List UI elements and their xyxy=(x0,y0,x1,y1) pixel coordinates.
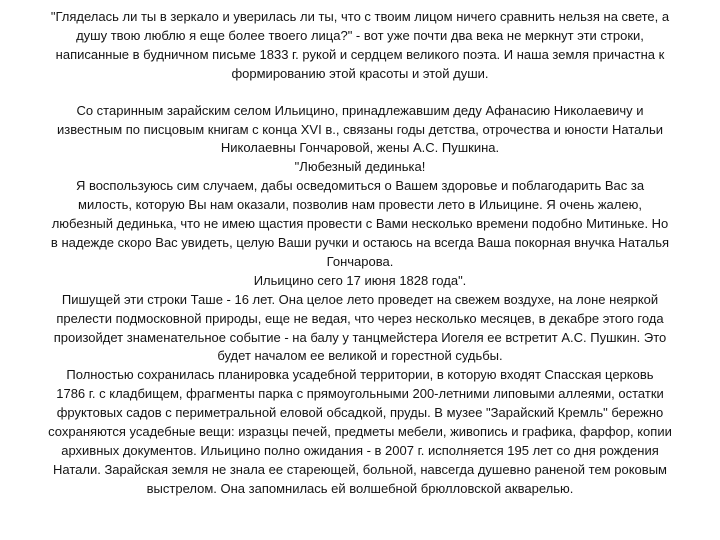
text-line: душу твою люблю я еще более твоего лица?" - вот уже почти два века не меркнут эти строки, xyxy=(76,27,644,43)
text-line: Полностью сохранилась планировка усадебной территории, в которую входят Спасская церковь xyxy=(66,367,654,383)
text-line: выстрелом. Она запомнилась ей волшебной брюлловской акварелью. xyxy=(146,480,574,496)
text-line: Николаевны Гончаровой, жены А.С. Пушкина. xyxy=(220,140,500,156)
text-line: архивных документов. Ильицино полно ожидания - в 2007 г. исполняется 195 лет со дня рождения xyxy=(61,442,659,458)
text-line: милость, которую Вы нам оказали, позволив нам провести лето в Ильицине. Я очень жалею, xyxy=(78,197,642,213)
text-line: произойдет знаменательное событие - на балу у танцмейстера Иогеля ее встретит А.С. Пушкин. Это xyxy=(53,329,667,345)
text-line: Со старинным зарайским селом Ильицино, принадлежавшим деду Афанасию Николаевичу и xyxy=(76,102,644,118)
body-text xyxy=(6,102,714,499)
text-line: Пишущей эти строки Таше - 16 лет. Она целое лето проведет на свежем воздухе, на лоне неяркой xyxy=(61,291,659,307)
text-line: формированию этой красоты и этой души. xyxy=(231,65,489,81)
text-line: написанные в будничном письме 1833 г. рукой и сердцем великого поэта. И наша земля причастна к xyxy=(55,46,665,62)
text-line: в надежде скоро Вас увидеть, целую Ваши ручки и остаюсь на всегда Ваша покорная внучка Наталья xyxy=(50,234,670,250)
text-line: известным по писцовым книгам с конца XVI в., связаны годы детства, отрочества и юности Натальи xyxy=(57,121,663,137)
text-line: будет началом ее великой и горестной судьбы. xyxy=(217,348,503,364)
intro-paragraph xyxy=(6,8,714,84)
text-line: любезный дединька, что не имею щастия провести с Вами несколько времени подобно Митиньке. Но xyxy=(51,216,669,232)
text-line: прелести подмосковной природы, еще не ведая, что через несколько месяцев, в декабре этого года xyxy=(56,310,664,326)
paragraph-spacer xyxy=(6,84,714,102)
text-line: "Любезный дединька! xyxy=(294,159,426,175)
text-line: Ильицино сего 17 июня 1828 года". xyxy=(253,272,467,288)
text-line: фруктовых садов с периметральной еловой обсадкой, пруды. В музее "Зарайский Кремль" бережно xyxy=(56,405,664,421)
text-line: Гончарова. xyxy=(326,253,394,269)
text-line: "Гляделась ли ты в зеркало и уверилась ли ты, что с твоим лицом ничего сравнить нельзя на свете, а xyxy=(50,9,670,24)
document-page xyxy=(6,8,714,499)
text-line: 1786 г. с кладбищем, фрагменты парка с прямоугольными 200-летними липовыми аллеями, остатки xyxy=(56,386,664,402)
text-line: Натали. Зарайская земля не знала ее стареющей, больной, навсегда душевно раненой тем роковым xyxy=(53,461,667,477)
text-line: сохраняются усадебные вещи: изразцы печей, предметы мебели, живопись и графика, фарфор, копии xyxy=(48,424,672,440)
text-line: Я воспользуюсь сим случаем, дабы осведомиться о Вашем здоровье и поблагодарить Вас за xyxy=(75,178,645,194)
